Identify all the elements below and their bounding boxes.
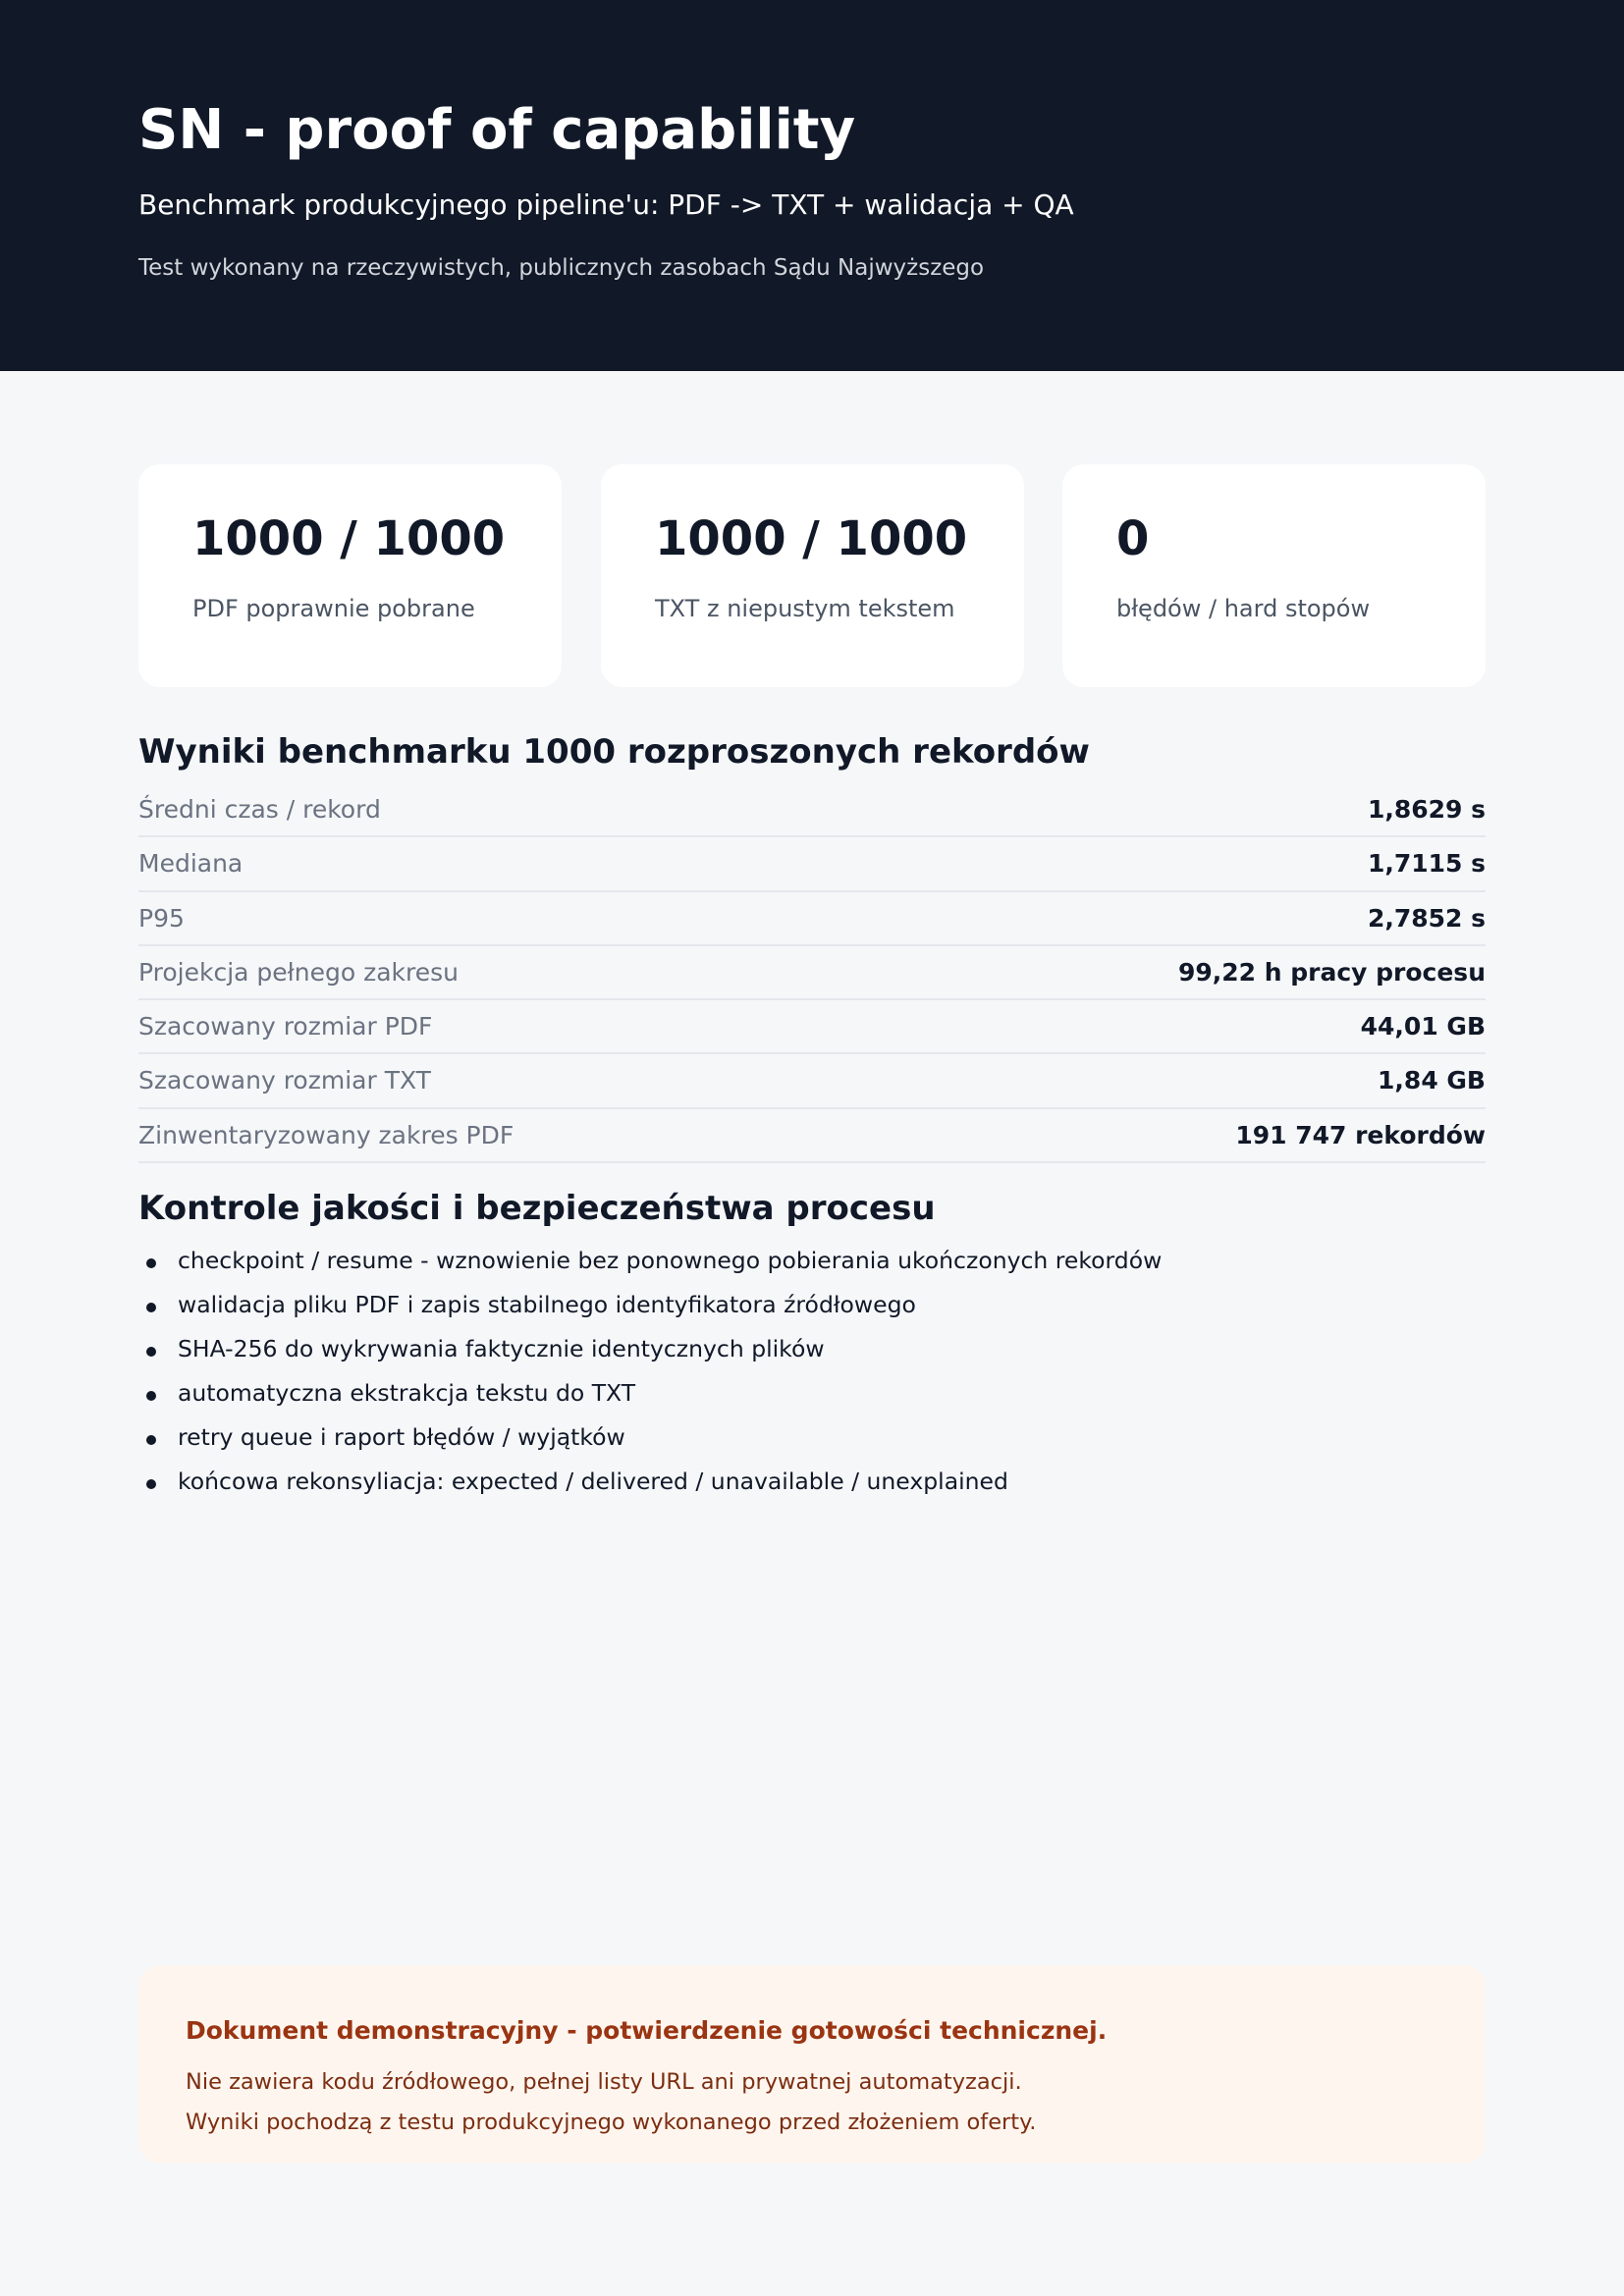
bullet-icon <box>146 1479 156 1489</box>
header-note: Test wykonany na rzeczywistych, publicznych zasobach Sądu Najwyższego <box>138 255 985 281</box>
list-item-text: checkpoint / resume - wznowienie bez ponownego pobierania ukończonych rekordów <box>178 1247 1163 1274</box>
benchmark-row-value: 44,01 GB <box>1360 1012 1486 1041</box>
disclaimer-line: Wyniki pochodzą z testu produkcyjnego wykonanego przed złożeniem oferty. <box>186 2109 1037 2135</box>
stat-label: TXT z niepustym tekstem <box>655 595 955 622</box>
list-item-text: SHA-256 do wykrywania faktycznie identycznych plików <box>178 1335 825 1362</box>
list-item-text: automatyczna ekstrakcja tekstu do TXT <box>178 1379 636 1407</box>
benchmark-section-title: Wyniki benchmarku 1000 rozproszonych rekordów <box>138 732 1090 772</box>
list-item <box>138 1291 1486 1335</box>
benchmark-row <box>138 1109 1486 1163</box>
benchmark-row-label: Szacowany rozmiar PDF <box>138 1012 433 1041</box>
quality-section-title: Kontrole jakości i bezpieczeństwa procesu <box>138 1189 936 1228</box>
benchmark-row-value: 191 747 rekordów <box>1235 1120 1486 1149</box>
benchmark-row-value: 1,8629 s <box>1367 795 1486 824</box>
benchmark-row-label: Zinwentaryzowany zakres PDF <box>138 1120 514 1149</box>
list-item-text: końcowa rekonsyliacja: expected / delivered / unavailable / unexplained <box>178 1468 1008 1495</box>
list-item <box>138 1468 1486 1512</box>
benchmark-row <box>138 837 1486 891</box>
benchmark-row <box>138 892 1486 946</box>
list-item <box>138 1379 1486 1423</box>
bullet-icon <box>146 1258 156 1268</box>
benchmark-row <box>138 946 1486 1000</box>
list-item <box>138 1247 1486 1291</box>
disclaimer-title: Dokument demonstracyjny - potwierdzenie gotowości technicznej. <box>186 2016 1108 2045</box>
stat-value: 1000 / 1000 <box>192 511 506 566</box>
benchmark-row-label: P95 <box>138 903 185 933</box>
benchmark-row <box>138 1054 1486 1108</box>
list-item <box>138 1335 1486 1379</box>
page-title: SN - proof of capability <box>138 98 856 162</box>
bullet-icon <box>146 1347 156 1357</box>
quality-checks-list <box>138 1247 1486 1512</box>
bullet-icon <box>146 1391 156 1401</box>
benchmark-results-list <box>138 783 1486 1163</box>
benchmark-row-label: Średni czas / rekord <box>138 795 381 824</box>
benchmark-row-value: 1,84 GB <box>1378 1066 1486 1095</box>
header-banner <box>0 0 1624 371</box>
stat-value: 1000 / 1000 <box>655 511 968 566</box>
list-item-text: walidacja pliku PDF i zapis stabilnego identyfikatora źródłowego <box>178 1291 916 1318</box>
benchmark-row-value: 1,7115 s <box>1367 849 1486 879</box>
benchmark-row-label: Projekcja pełnego zakresu <box>138 957 460 987</box>
stat-card-pdf <box>138 464 562 687</box>
benchmark-row-label: Mediana <box>138 849 244 879</box>
bullet-icon <box>146 1435 156 1445</box>
stat-card-txt <box>601 464 1024 687</box>
benchmark-row-value: 99,22 h pracy procesu <box>1177 957 1486 987</box>
disclaimer-box <box>138 1965 1486 2163</box>
bullet-icon <box>146 1303 156 1312</box>
stat-label: PDF poprawnie pobrane <box>192 595 475 622</box>
list-item-text: retry queue i raport błędów / wyjątków <box>178 1423 625 1451</box>
page-subtitle: Benchmark produkcyjnego pipeline'u: PDF -> TXT + walidacja + QA <box>138 188 1074 221</box>
benchmark-row <box>138 1000 1486 1054</box>
benchmark-row <box>138 783 1486 837</box>
disclaimer-line: Nie zawiera kodu źródłowego, pełnej listy URL ani prywatnej automatyzacji. <box>186 2069 1022 2095</box>
stat-label: błędów / hard stopów <box>1116 595 1371 622</box>
stat-card-errors <box>1062 464 1486 687</box>
list-item <box>138 1423 1486 1468</box>
stat-value: 0 <box>1116 511 1150 566</box>
benchmark-row-value: 2,7852 s <box>1367 903 1486 933</box>
benchmark-row-label: Szacowany rozmiar TXT <box>138 1066 431 1095</box>
